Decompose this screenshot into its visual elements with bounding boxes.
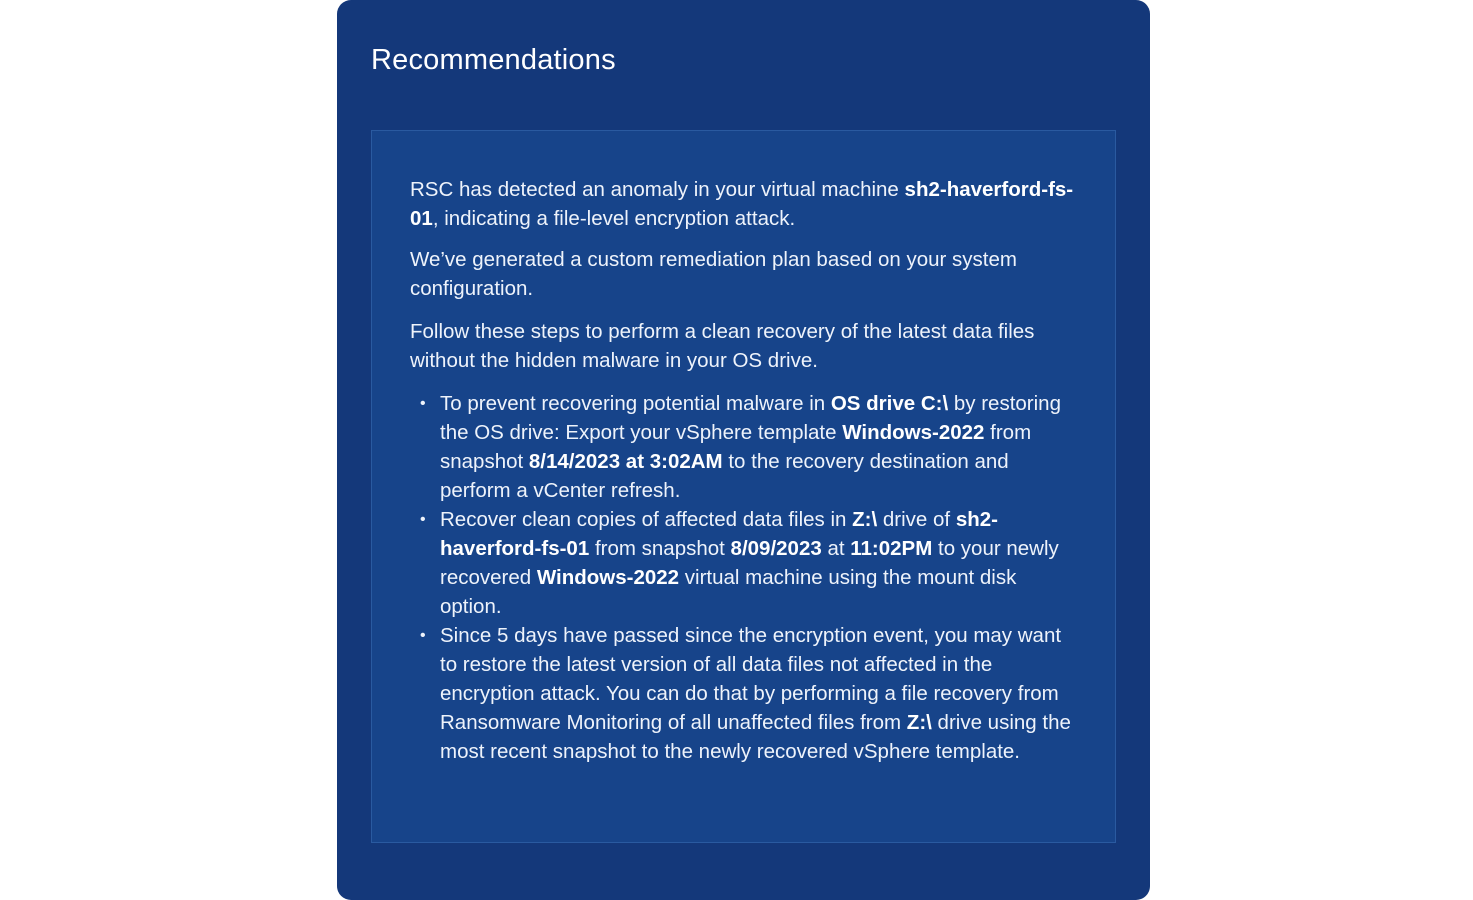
step-text: to your newly recovered xyxy=(440,537,1059,589)
remediation-step xyxy=(410,389,1075,505)
remediation-step xyxy=(410,505,1075,621)
intro-paragraph-anomaly xyxy=(410,175,1075,233)
remediation-step xyxy=(410,621,1075,766)
panel-title: Recommendations xyxy=(371,44,616,76)
step-text: Since 5 days have passed since the encryption event, you may want to restore the latest version of all data files not affected in the encryption attack. You can do that by performing a file recovery from Ransomware Monitoring of all unaffected files from xyxy=(440,624,1062,734)
step-highlight: Windows-2022 xyxy=(536,566,680,589)
step-text: drive using the most recent snapshot to the newly recovered vSphere template. xyxy=(440,711,1071,763)
step-highlight: 8/14/2023 at 3:02AM xyxy=(528,450,723,473)
vm-name: sh2-haverford-fs-01 xyxy=(410,178,1074,230)
step-text: from snapshot xyxy=(589,537,731,560)
step-text: from snapshot xyxy=(440,421,1032,473)
recommendations-panel xyxy=(337,0,1150,900)
bullet-icon: • xyxy=(420,627,426,644)
step-text: To prevent recovering potential malware in xyxy=(440,392,831,415)
step-highlight: 11:02PM xyxy=(850,537,933,560)
bullet-icon: • xyxy=(420,395,426,412)
intro-text: RSC has detected an anomaly in your virtual machine xyxy=(410,178,905,201)
step-highlight: Windows-2022 xyxy=(842,421,985,444)
step-text: Recover clean copies of affected data files in xyxy=(440,508,853,531)
step-text: at xyxy=(821,537,851,560)
step-highlight: OS drive C:\ xyxy=(830,392,949,415)
bullet-icon: • xyxy=(420,511,426,528)
intro-text-tail: , indicating a file-level encryption attack. xyxy=(432,207,796,230)
remediation-steps-list xyxy=(410,389,1075,766)
step-highlight: Z:\ xyxy=(852,508,878,531)
step-highlight: sh2-haverford-fs-01 xyxy=(440,508,998,560)
step-text: virtual machine using the mount disk option. xyxy=(440,566,1017,618)
step-highlight: Z:\ xyxy=(906,711,932,734)
recommendation-content xyxy=(371,130,1116,843)
step-text: drive of xyxy=(877,508,956,531)
step-text: to the recovery destination and perform a vCenter refresh. xyxy=(440,450,1009,502)
intro-paragraph-plan: We’ve generated a custom remediation plan based on your system configuration. xyxy=(410,248,1017,300)
intro-paragraph-steps: Follow these steps to perform a clean recovery of the latest data files without the hidden malware in your OS drive. xyxy=(410,320,1035,372)
step-highlight: 8/09/2023 xyxy=(730,537,822,560)
step-text: by restoring the OS drive: Export your vSphere template xyxy=(440,392,1061,444)
